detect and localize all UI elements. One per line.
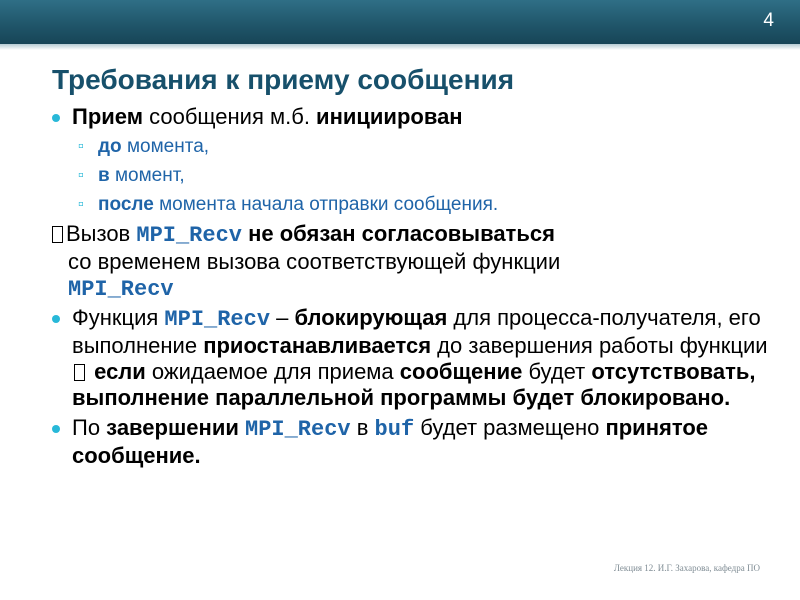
missing-glyph-box-icon [52,226,63,243]
header-band [0,0,800,44]
square-bullet-icon: ▫ [78,196,84,213]
bullet-recv-completion [50,415,778,469]
square-bullet-icon: ▫ [78,167,84,184]
sub-item-text: момента, [121,136,210,157]
square-bullet-icon: ▫ [78,138,84,155]
sub-item-before [50,134,778,159]
paragraph-recv-call [50,221,778,303]
text-span: будет [522,359,592,384]
code-mpi-recv: MPI_Recv [136,223,242,248]
sub-item-after [50,192,778,217]
sub-item-at [50,163,778,188]
code-mpi-recv: MPI_Recv [164,307,271,332]
bold-term: инициирован [316,104,463,129]
bold-term: приостанавливается [203,333,432,358]
text-span: сообщения м.б. [143,104,317,129]
text-span: По [72,415,107,440]
bold-term: сообщение [399,359,523,384]
text-span: Функция [72,305,165,330]
bullet-receive-initiated [50,104,778,130]
bullet-dot-icon [52,425,60,433]
bold-term: Прием [72,104,143,129]
slide-title: Требования к приему сообщения [52,64,515,95]
text-span: ожидаемое для приема [145,359,400,384]
text-span: – [270,305,295,330]
bullet-dot-icon [52,315,60,323]
slide-content [50,104,778,469]
bold-term: принятое сообщение. [72,415,708,468]
sub-item-bold: до [98,136,122,157]
sub-item-bold: после [98,194,154,215]
text-span: до завершения работы функции [431,333,768,358]
text-span: Вызов [66,221,137,246]
code-mpi-recv: MPI_Recv [68,277,174,302]
missing-glyph-box-icon [74,364,85,381]
bold-term: если [94,359,146,384]
bullet-dot-icon [52,114,60,122]
slide-footer: Лекция 12. И.Г. Захарова, кафедра ПО [613,563,760,573]
bold-term: отсутствовать, выполнение параллельной программы будет блокировано. [72,359,756,410]
page-number: 4 [763,10,774,31]
text-span: будет размещено [414,415,606,440]
text-span: для процесса-получателя, его выполнение [72,305,761,358]
bold-term: не обязан согласовываться [242,221,555,246]
code-mpi-recv: MPI_Recv [245,417,351,442]
sub-item-text: момента начала отправки сообщения. [153,194,499,215]
code-buf: buf [374,417,415,442]
sub-item-text: момент, [109,165,185,186]
bold-term: блокирующая [294,305,448,330]
text-span: в [350,415,375,440]
bold-term: завершении [106,415,239,440]
bullet-blocking-function [50,305,778,411]
text-span: со временем вызова соответствующей функции [68,249,561,274]
sub-item-bold: в [98,165,110,186]
